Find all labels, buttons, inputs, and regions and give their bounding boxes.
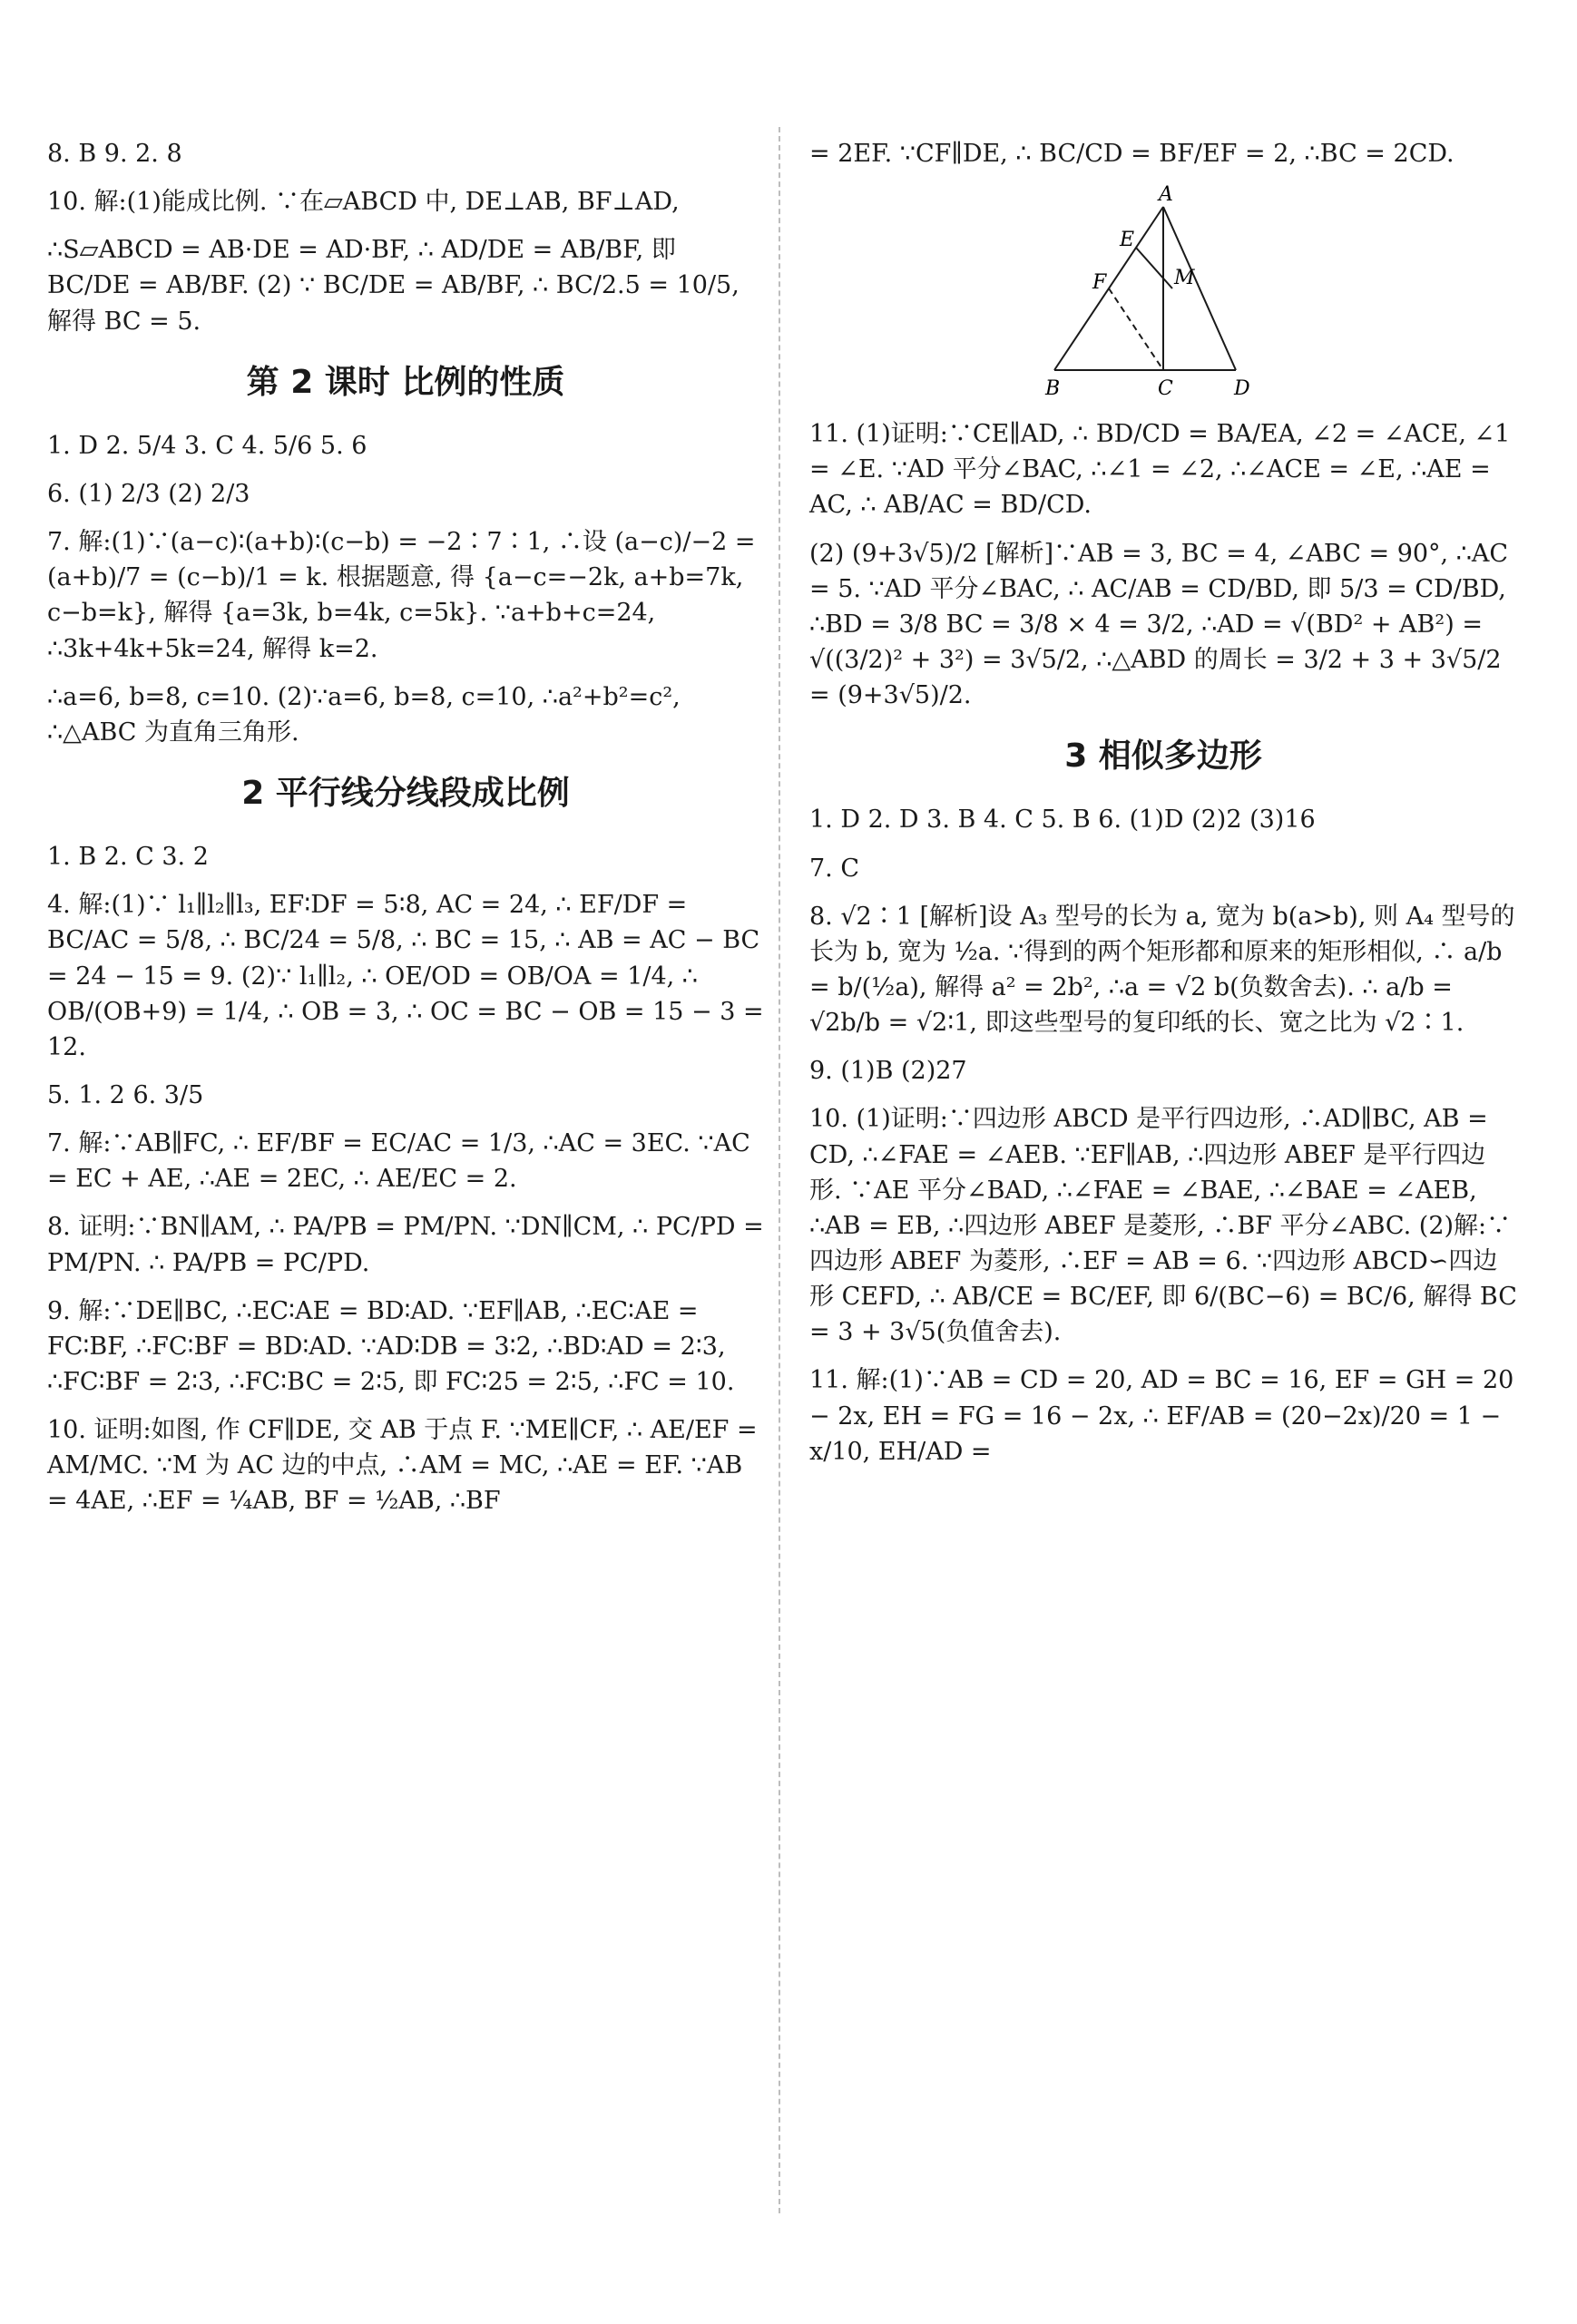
answer-line: 10. (1)证明:∵四边形 ABCD 是平行四边形, ∴AD∥BC, AB = CD, ∴∠FAE = ∠AEB. ∵EF∥AB, ∴四边形 ABEF 是平行四边形. ∵AE 平分∠BAD, ∴∠FAE = ∠BAE, ∴∠BAE = ∠AEB, ∴AB = EB, ∴四边形 ABEF 是菱形, ∴BF 平分∠ABC. (2)解:∵四边形 ABEF 为菱形, ∴EF = AB = 6. ∵四边形 ABCD∽四边形 CEFD, ∴ AB/CE = BC/EF, 即 6/(BC−6) = BC/6, 解得 BC = 3 + 3√5(负值舍去).	[809, 1105, 1517, 1347]
triangle-diagram	[1018, 184, 1308, 402]
answer-line: 5. 1. 2 6. 3/5	[47, 1081, 204, 1110]
label-m: M	[1174, 267, 1195, 290]
answer-line: 6. (1) 2/3 (2) 2/3	[47, 480, 250, 509]
label-a: A	[1159, 184, 1173, 207]
label-c: C	[1158, 377, 1173, 401]
section-heading: 3 相似多边形	[1064, 737, 1262, 776]
answer-line: 1. D 2. 5/4 3. C 4. 5/6 5. 6	[47, 431, 367, 460]
answer-line: (2) (9+3√5)/2 [解析]∵AB = 3, BC = 4, ∠ABC = 90°, ∴AC = 5. ∵AD 平分∠BAC, ∴ AC/AB = CD/BD, 即 5/3 = CD/BD, ∴BD = 3/8 BC = 3/8 × 4 = 3/2, ∴AD = √(BD² + AB²) = √((3/2)² + 3²) = 3√5/2, ∴△ABD 的周长 = 3/2 + 3 + 3√5/2 = (9+3√5)/2.	[809, 539, 1509, 710]
answer-line: 10. 证明:如图, 作 CF∥DE, 交 AB 于点 F. ∵ME∥CF, ∴ AE/EF = AM/MC. ∵M 为 AC 边的中点, ∴AM = MC, ∴AE = EF. ∵AB = 4AE, ∴EF = ¼AB, BF = ½AB, ∴BF	[47, 1416, 758, 1516]
answer-line: 8. 证明:∵BN∥AM, ∴ PA/PB = PM/PN. ∵DN∥CM, ∴ PC/PD = PM/PN. ∴ PA/PB = PC/PD.	[47, 1213, 764, 1277]
section-heading: 第 2 课时 比例的性质	[246, 363, 565, 401]
answer-line: ∴S▱ABCD = AB·DE = AD·BF, ∴ AD/DE = AB/BF, 即 BC/DE = AB/BF. (2) ∵ BC/DE = AB/BF, ∴ BC/2.5 = 10/5, 解得 BC = 5.	[47, 236, 740, 336]
section-heading: 2 平行线分线段成比例	[241, 775, 570, 813]
answer-line: = 2EF. ∵CF∥DE, ∴ BC/CD = BF/EF = 2, ∴BC = 2CD.	[809, 140, 1455, 168]
label-d: D	[1234, 377, 1250, 401]
triangle-figure	[809, 184, 1517, 402]
answer-line: 1. B 2. C 3. 2	[47, 843, 209, 872]
answer-line: 9. (1)B (2)27	[809, 1057, 967, 1086]
answer-line: 9. 解:∵DE∥BC, ∴EC∶AE = BD∶AD. ∵EF∥AB, ∴EC∶AE = FC∶BF, ∴FC∶BF = BD∶AD. ∵AD∶DB = 3∶2, ∴BD∶AD = 2∶3, ∴FC∶BF = 2∶3, ∴FC∶BC = 2∶5, 即 FC∶25 = 2∶5, ∴FC = 10.	[47, 1296, 735, 1397]
label-b: B	[1045, 377, 1061, 401]
answer-line: 8. B 9. 2. 8	[47, 140, 182, 168]
answer-line: ∴a=6, b=8, c=10. (2)∵a=6, b=8, c=10, ∴a²+b²=c², ∴△ABC 为直角三角形.	[47, 682, 681, 747]
answer-line: 1. D 2. D 3. B 4. C 5. B 6. (1)D (2)2 (3)16	[809, 806, 1316, 835]
right-column	[809, 136, 1517, 1482]
answer-line: 11. (1)证明:∵CE∥AD, ∴ BD/CD = BA/EA, ∠2 = ∠ACE, ∠1 = ∠E. ∵AD 平分∠BAC, ∴∠1 = ∠2, ∴∠ACE = ∠E, ∴AE = AC, ∴ AB/AC = BD/CD.	[809, 420, 1511, 520]
segment-fc	[1109, 288, 1163, 370]
label-f: F	[1092, 271, 1107, 295]
answer-line: 7. C	[809, 854, 860, 883]
answer-line: 10. 解:(1)能成比例. ∵在▱ABCD 中, DE⊥AB, BF⊥AD,	[47, 188, 680, 217]
label-e: E	[1120, 229, 1135, 252]
answer-line: 7. 解:∵AB∥FC, ∴ EF/BF = EC/AC = 1/3, ∴AC = 3EC. ∵AC = EC + AE, ∴AE = 2EC, ∴ AE/EC = 2.	[47, 1129, 750, 1194]
column-divider	[779, 127, 780, 2213]
answer-line: 8. √2∶1 [解析]设 A₃ 型号的长为 a, 宽为 b(a>b), 则 A₄ 型号的长为 b, 宽为 ½a. ∵得到的两个矩形都和原来的矩形相似, ∴ a/b = b/(½a), 解得 a² = 2b², ∴a = √2 b(负数舍去). ∴ a/b = √2b/b = √2∶1, 即这些型号的复印纸的长、宽之比为 √2∶1.	[809, 902, 1515, 1038]
answer-line: 4. 解:(1)∵ l₁∥l₂∥l₃, EF∶DF = 5∶8, AC = 24, ∴ EF/DF = BC/AC = 5/8, ∴ BC/24 = 5/8, ∴ BC = 15, ∴ AB = AC − BC = 24 − 15 = 9. (2)∵ l₁∥l₂, ∴ OE/OD = OB/OA = 1/4, ∴ OB/(OB+9) = 1/4, ∴ OB = 3, ∴ OC = BC − OB = 15 − 3 = 12.	[47, 891, 764, 1061]
answer-line: 11. 解:(1)∵AB = CD = 20, AD = BC = 16, EF = GH = 20 − 2x, EH = FG = 16 − 2x, ∴ EF/AB = (20−2x)/20 = 1 − x/10, EH/AD =	[809, 1366, 1514, 1466]
answer-line: 7. 解:(1)∵(a−c)∶(a+b)∶(c−b) = −2∶7∶1, ∴设 (a−c)/−2 = (a+b)/7 = (c−b)/1 = k. 根据题意, 得 {a−c=−2k, a+b=7k, c−b=k}, 解得 {a=3k, b=4k, c=5k}. ∵a+b+c=24, ∴3k+4k+5k=24, 解得 k=2.	[47, 528, 756, 663]
segment-em	[1136, 248, 1172, 288]
left-column	[47, 136, 764, 1532]
